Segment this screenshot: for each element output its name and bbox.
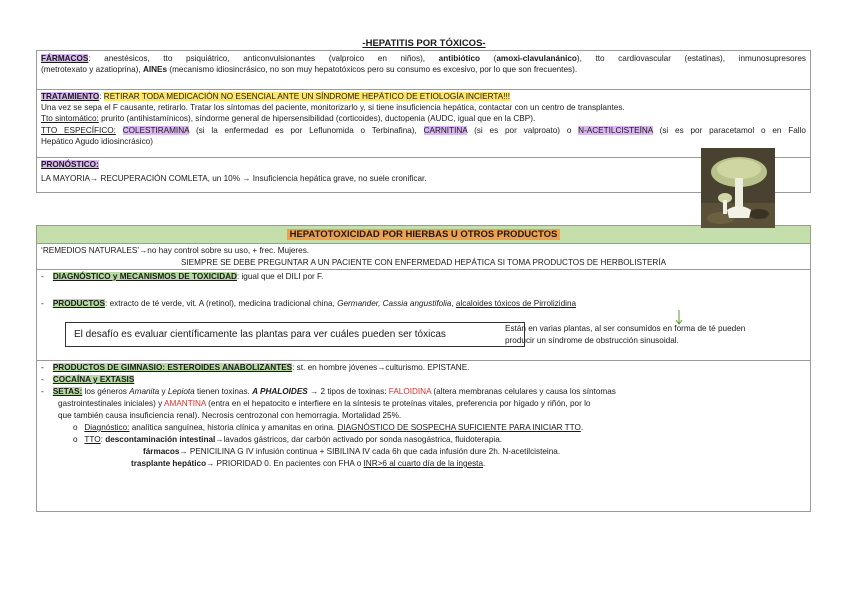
text: (: [480, 54, 497, 63]
text: : anestésicos, tto psiquiátrico, anticonvulsionantes (valproico en niños),: [88, 54, 439, 63]
desafio-quote: El desafío es evaluar científicamente las plantas para ver cuáles pueden ser tóxicas: [65, 322, 525, 347]
text: (mecanismo idiosincrásico, no son muy hepatotóxicos pero su consumo es excesivo, por lo que son frecuentes).: [167, 65, 578, 74]
text: Germander, Cassia angustifolia: [337, 299, 452, 308]
text: descontaminación intestinal: [105, 435, 216, 444]
text: FALOIDINA: [388, 387, 432, 396]
tratamiento-highlight: RETIRAR TODA MEDICACIÓN NO ESENCIAL ANTE UN SÍNDROME HEPÁTICO DE ETIOLOGÍA INCIERTA!!!: [103, 92, 511, 101]
divider: [37, 89, 810, 90]
text: (si es por valproato) o: [467, 126, 579, 135]
pronostico-text: LA MAYORIA→ RECUPERACIÓN COMLETA, un 10% → Insuficiencia hepática grave, no suele cronificar.: [41, 174, 427, 183]
text: Tto sintomático:: [41, 114, 99, 123]
text: N-ACETILCISTEÍNA: [578, 126, 653, 135]
farmacos-setas-line: [143, 446, 806, 457]
text: (entra en el hepatocito e interfiere en la síntesis te proteínas vitales, preferencia por hígado y riñón, por lo: [205, 399, 591, 408]
tratamiento-label: TRATAMIENTO: [41, 92, 100, 101]
text: gastrointestinales iniciales) y: [58, 399, 165, 408]
text: -: [41, 272, 44, 281]
setas-line-1: [41, 386, 806, 397]
siempre-line: SIEMPRE SE DEBE PREGUNTAR A UN PACIENTE CON ENFERMEDAD HEPÁTICA SI TOMA PRODUCTOS DE HERBOLISTERÍA: [180, 258, 667, 267]
text: alcaloides tóxicos de Pirrolizidina: [455, 299, 577, 308]
text: -: [41, 363, 44, 372]
setas-line-2: [58, 398, 806, 409]
text: amoxi-clavulanánico: [496, 54, 577, 63]
divider: [37, 269, 810, 270]
diagnostico-line: [41, 271, 806, 282]
text: Diagnóstico:: [84, 423, 130, 432]
text: CARNITINA: [423, 126, 468, 135]
text: → PRIORIDAD 0. En pacientes con FHA o: [206, 459, 364, 468]
tratamiento-line-3: [41, 113, 806, 124]
text: : st. en hombre jóvenes→culturismo. EPISTANE.: [292, 363, 470, 372]
text: → 2 tipos de toxinas:: [307, 387, 389, 396]
text: :: [99, 92, 104, 101]
text: (si es por paracetamol o en Fallo: [652, 126, 806, 135]
text: : igual que el DILI por F.: [236, 272, 324, 281]
text: SETAS:: [52, 387, 83, 396]
text: ), tto cardiovascular (estatinas), inmunosupresores: [576, 54, 806, 63]
gimnasio-line: [41, 362, 806, 373]
page-title: -HEPATITIS POR TÓXICOS-: [362, 38, 486, 49]
setas-line-3: que también causa insuficiencia renal). Necrosis centrozonal con hemorragia. Mortalidad 25%.: [58, 411, 402, 420]
text: DIAGNÓSTICO DE SOSPECHA SUFICIENTE PARA INICIAR TTO: [337, 423, 581, 432]
tratamiento-line-1: [41, 91, 806, 102]
text: Amanita: [129, 387, 160, 396]
text: A PHALOIDES: [252, 387, 308, 396]
text: -: [41, 375, 44, 384]
text: COCAÍNA y EXTASIS: [52, 375, 135, 384]
farmacos-label: FÁRMACOS: [41, 54, 89, 63]
text: TTO: [84, 435, 101, 444]
text: (altera membranas celulares y causa los síntomas: [431, 387, 616, 396]
productos-line: [41, 298, 806, 309]
text: :: [100, 435, 106, 444]
tto-setas-line: [73, 434, 806, 445]
text: INR>6 al cuarto día de la ingesta: [363, 459, 484, 468]
mushroom-icon: [701, 148, 775, 228]
text: PRODUCTOS: [52, 299, 106, 308]
text: analítica sanguínea, historia clínica y amanitas en orina.: [129, 423, 338, 432]
text: AMANTINA: [164, 399, 206, 408]
text: .: [580, 423, 584, 432]
text: -: [41, 299, 44, 308]
tratamiento-line-2: Una vez se sepa el F causante, retirarlo. Tratar los síntomas del paciente, monitorizarlo y, si tiene insuficiencia hepática, contactar con un centro de transplantes.: [41, 103, 625, 112]
text: o: [73, 423, 78, 432]
farmacos-line-2: [41, 64, 806, 75]
text: los géneros: [82, 387, 130, 396]
text: (si la enfermedad es por Leflunomida o Terbinafina),: [189, 126, 424, 135]
toxicos-table: [36, 50, 811, 193]
text: DIAGNÓSTICO y MECANISMOS DE TOXICIDAD: [52, 272, 237, 281]
text: ,: [451, 299, 456, 308]
text: Lepiota: [167, 387, 195, 396]
remedios-line: ‘REMEDIOS NATURALES’→no hay control sobre su uso, + frec. Mujeres.: [41, 246, 310, 255]
text: tienen toxinas.: [194, 387, 253, 396]
hierbas-table: [36, 225, 811, 512]
farmacos-line-1: [41, 53, 806, 64]
text: → PENICILINA G IV infusión continua + SIBILINA IV cada 6h que cada infusión dure 2h. N-acetilcisteina.: [179, 447, 561, 456]
side-note-1: Están en varias plantas, al ser consumidos en forma de té pueden: [505, 324, 746, 333]
tratamiento-line-4: [41, 125, 806, 136]
pronostico-label-line: [41, 159, 806, 170]
text: AINEs: [142, 65, 168, 74]
hierbas-header: [37, 226, 810, 244]
text: COLESTIRAMINA: [122, 126, 190, 135]
text: TTO ESPECÍFICO:: [41, 126, 116, 135]
trasplante-line: [131, 458, 806, 469]
text: PRODUCTOS DE GIMNASIO: ESTEROIDES ANABOLIZANTES: [52, 363, 293, 372]
text: HEPATOTOXICIDAD POR HIERBAS U OTROS PRODUCTOS: [287, 229, 561, 240]
text: o: [73, 435, 78, 444]
tratamiento-line-5: Hepático Agudo idiosincrásico): [41, 137, 153, 146]
text: prurito (antihistamínicos), síndorme general de hipersensibilidad (corticoides), ductopenia (AUDC, igual que en la CBP).: [98, 114, 536, 123]
text: antibiótico: [438, 54, 481, 63]
side-note-2: producir un síndrome de obstrucción sinusoidal.: [505, 336, 679, 345]
text: .: [483, 459, 486, 468]
text: [116, 126, 123, 135]
text: (metrotexato y azatioprina),: [41, 65, 143, 74]
amanita-photo: [701, 148, 775, 228]
diagnostico-setas-line: [73, 422, 806, 433]
divider: [37, 360, 810, 361]
text: fármacos: [143, 447, 180, 456]
text: y: [159, 387, 168, 396]
cocaina-line: [41, 374, 806, 385]
divider: [37, 157, 810, 158]
text: →lavados gástricos, dar carbón activado por sonda nasogástrica, fluidoterapia.: [215, 435, 503, 444]
text: -: [41, 387, 44, 396]
text: : extracto de té verde, vit. A (retinol), medicina tradicional china,: [105, 299, 338, 308]
pronostico-label: PRONÓSTICO:: [41, 160, 99, 169]
text: trasplante hepático: [131, 459, 207, 468]
